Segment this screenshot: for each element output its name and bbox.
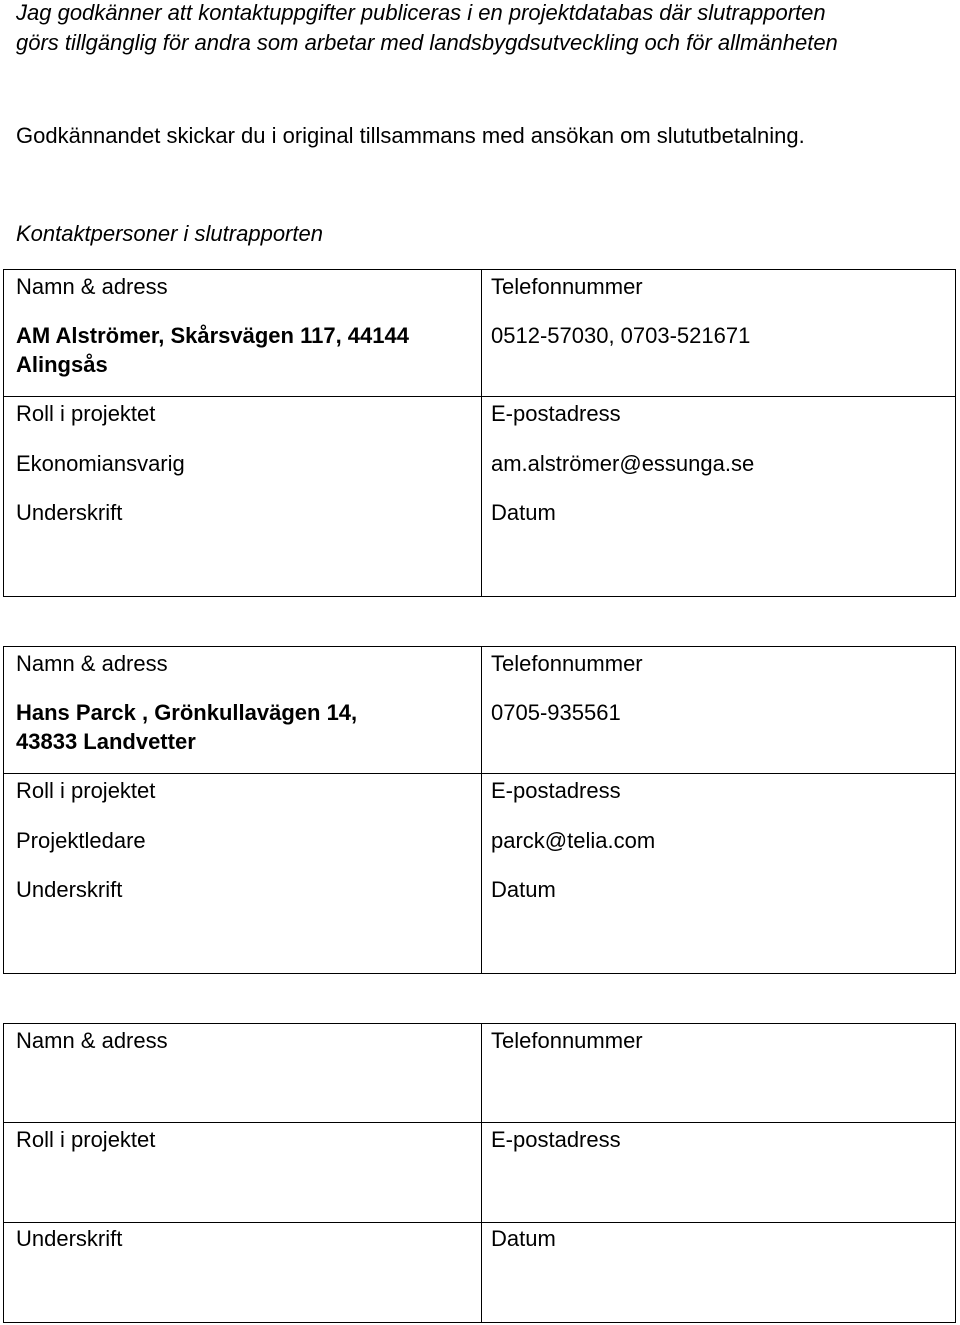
contact-block-1	[3, 269, 956, 597]
name-address-label: Namn & adress	[16, 274, 168, 299]
contact-block-3	[3, 1023, 956, 1323]
phone-label: Telefonnummer	[491, 1028, 643, 1053]
role-label: Roll i projektet	[16, 1127, 156, 1152]
email-label: E-postadress	[491, 1127, 621, 1152]
signature-label: Underskrift	[16, 500, 123, 525]
column-divider	[481, 1024, 482, 1322]
name-address-value-line-2: Alingsås	[16, 352, 108, 377]
role-label: Roll i projektet	[16, 401, 156, 426]
row-divider	[4, 396, 955, 397]
date-label: Datum	[491, 500, 556, 525]
instruction-text: Godkännandet skickar du i original tillsammans med ansökan om slututbetalning.	[16, 123, 805, 148]
phone-value: 0705-935561	[491, 700, 621, 725]
email-value: parck@telia.com	[491, 828, 656, 853]
phone-label: Telefonnummer	[491, 274, 643, 299]
consent-text-line-2: görs tillgänglig för andra som arbetar med landsbygdsutveckling och för allmänheten	[16, 30, 838, 55]
consent-text-line-1: Jag godkänner att kontaktuppgifter publiceras i en projektdatabas där slutrapporten	[16, 0, 826, 25]
name-address-label: Namn & adress	[16, 651, 168, 676]
email-label: E-postadress	[491, 401, 621, 426]
name-address-label: Namn & adress	[16, 1028, 168, 1053]
role-value: Projektledare	[16, 828, 146, 853]
contact-block-2	[3, 646, 956, 974]
column-divider	[481, 647, 482, 973]
column-divider	[481, 270, 482, 596]
consent-text	[16, 0, 956, 58]
section-heading: Kontaktpersoner i slutrapporten	[16, 221, 323, 246]
phone-value: 0512-57030, 0703-521671	[491, 323, 751, 348]
signature-label: Underskrift	[16, 1226, 123, 1251]
email-label: E-postadress	[491, 778, 621, 803]
date-label: Datum	[491, 877, 556, 902]
phone-label: Telefonnummer	[491, 651, 643, 676]
row-divider	[4, 1122, 955, 1123]
name-address-value-line-1: Hans Parck , Grönkullavägen 14,	[16, 700, 358, 725]
signature-label: Underskrift	[16, 877, 123, 902]
row-divider	[4, 1222, 955, 1223]
email-value: am.alströmer@essunga.se	[491, 451, 755, 476]
role-label: Roll i projektet	[16, 778, 156, 803]
row-divider	[4, 773, 955, 774]
name-address-value-line-2: 43833 Landvetter	[16, 729, 196, 754]
date-label: Datum	[491, 1226, 556, 1251]
role-value: Ekonomiansvarig	[16, 451, 185, 476]
name-address-value-line-1: AM Alströmer, Skårsvägen 117, 44144	[16, 323, 409, 348]
